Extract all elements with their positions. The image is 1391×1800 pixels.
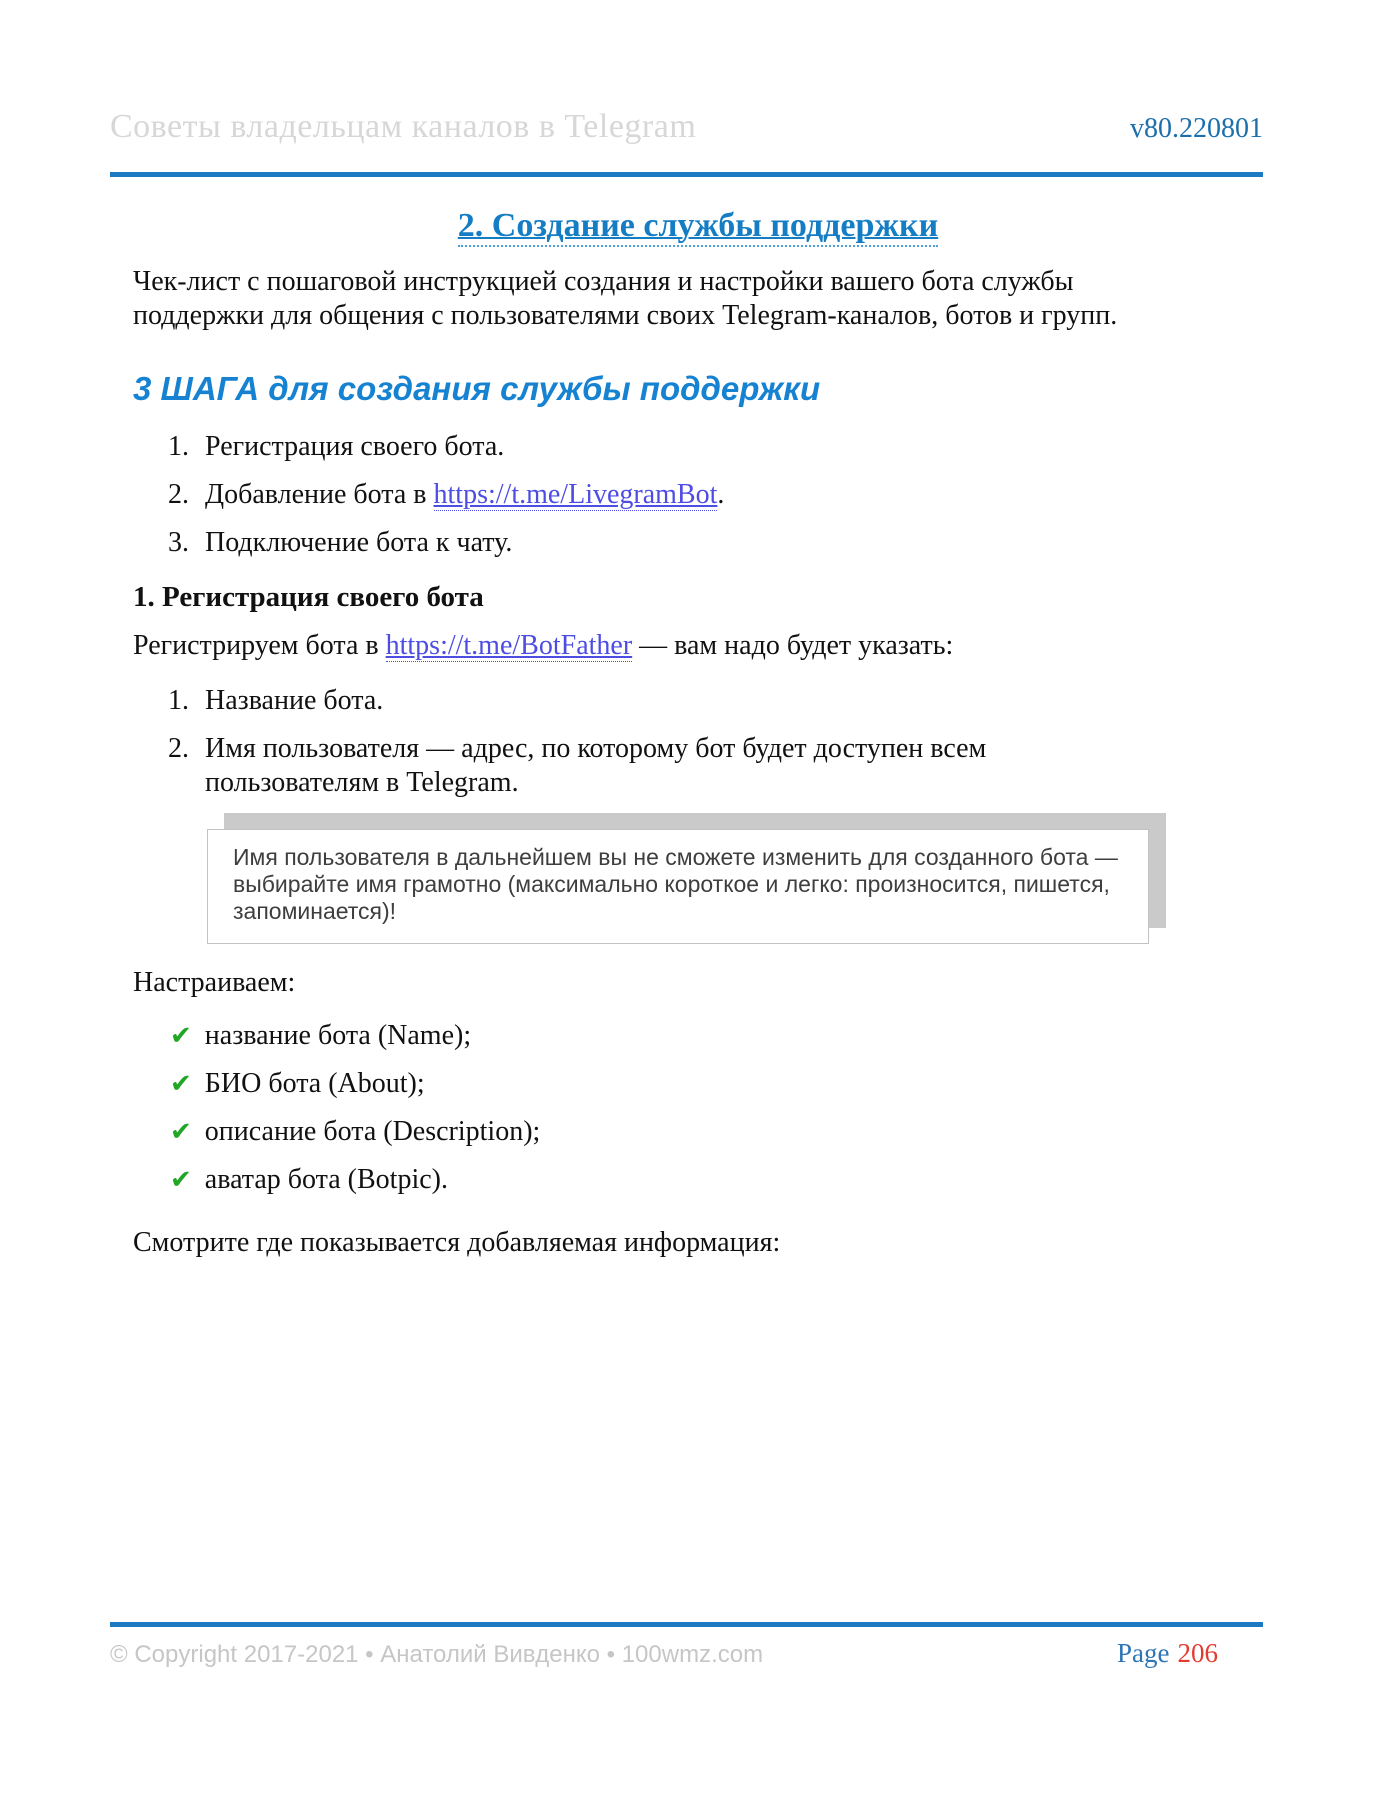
document-body	[0, 177, 1391, 1260]
list-item	[133, 471, 1263, 519]
list-item-text	[205, 478, 724, 512]
register-text-after: — вам надо будет указать:	[632, 630, 954, 661]
footer-row	[110, 1638, 1263, 1669]
list-item	[133, 1012, 1263, 1060]
page-header	[110, 108, 1263, 146]
note-text: Имя пользователя в дальнейшем вы не сможете изменить для созданного бота — выбирайте имя грамотно (максимально короткое и легко: произносится, пишется, запоминается)!	[233, 844, 1118, 924]
check-icon: ✔	[170, 1117, 192, 1147]
page-footer	[110, 1622, 1263, 1669]
list-item-text: Название бота.	[205, 685, 384, 716]
page-title	[133, 205, 1263, 247]
list-item-number: 3.	[168, 527, 189, 558]
list-item-number: 2.	[168, 733, 189, 764]
register-text-before: Регистрируем бота в	[133, 630, 386, 661]
list-item	[133, 725, 1263, 807]
configure-checklist	[133, 1012, 1263, 1204]
page-number	[1117, 1638, 1263, 1669]
section-heading: 1. Регистрация своего бота	[133, 581, 484, 613]
list-item	[133, 423, 1263, 471]
closing-paragraph: Смотрите где показывается добавляемая информация:	[133, 1227, 781, 1258]
check-icon: ✔	[170, 1069, 192, 1099]
list-item-text-after: .	[717, 479, 725, 510]
botfather-link[interactable]: https://t.me/BotFather	[385, 630, 633, 661]
register-paragraph	[133, 629, 1263, 663]
list-item	[133, 1156, 1263, 1204]
page-title-link[interactable]: 2. Создание службы поддержки	[458, 207, 938, 247]
intro-paragraph: Чек-лист с пошаговой инструкцией создания и настройки вашего бота службы поддержки для общения с пользователями своих Telegram-каналов, ботов и групп.	[133, 266, 1118, 331]
steps-list	[133, 423, 1263, 567]
page-number-label: Page	[1117, 1638, 1170, 1668]
steps-heading: 3 ШАГА для создания службы поддержки	[133, 370, 821, 407]
list-item	[133, 677, 1263, 725]
requirements-list	[133, 677, 1263, 807]
list-item-text: Имя пользователя — адрес, по которому бот будет доступен всем пользователям в Telegram.	[205, 733, 987, 798]
footer-divider	[110, 1622, 1263, 1627]
check-icon: ✔	[170, 1165, 192, 1195]
page-number-value: 206	[1177, 1638, 1218, 1668]
list-item-text: Регистрация своего бота.	[205, 431, 505, 462]
list-item	[133, 1108, 1263, 1156]
configure-label: Настраиваем:	[133, 967, 296, 998]
header-doc-title: Советы владельцам каналов в Telegram	[110, 108, 697, 145]
list-item-number: 1.	[168, 431, 189, 462]
list-item-number: 1.	[168, 685, 189, 716]
list-item-text: описание бота (Description);	[204, 1116, 541, 1147]
header-version: v80.220801	[1130, 113, 1263, 144]
list-item	[133, 1060, 1263, 1108]
list-item-text: название бота (Name);	[204, 1020, 472, 1051]
list-item-text: Подключение бота к чату.	[205, 527, 513, 558]
list-item-text: аватар бота (Botpic).	[204, 1164, 448, 1195]
list-item-text-before: Добавление бота в	[205, 479, 434, 510]
list-item-text: БИО бота (About);	[204, 1068, 425, 1099]
copyright-text: © Copyright 2017-2021 • Анатолий Вивденко • 100wmz.com	[110, 1641, 764, 1668]
livegrambot-link[interactable]: https://t.me/LivegramBot	[433, 479, 718, 510]
note-callout	[207, 829, 1149, 944]
check-icon: ✔	[170, 1021, 192, 1051]
list-item-number: 2.	[168, 479, 189, 510]
list-item	[133, 519, 1263, 567]
